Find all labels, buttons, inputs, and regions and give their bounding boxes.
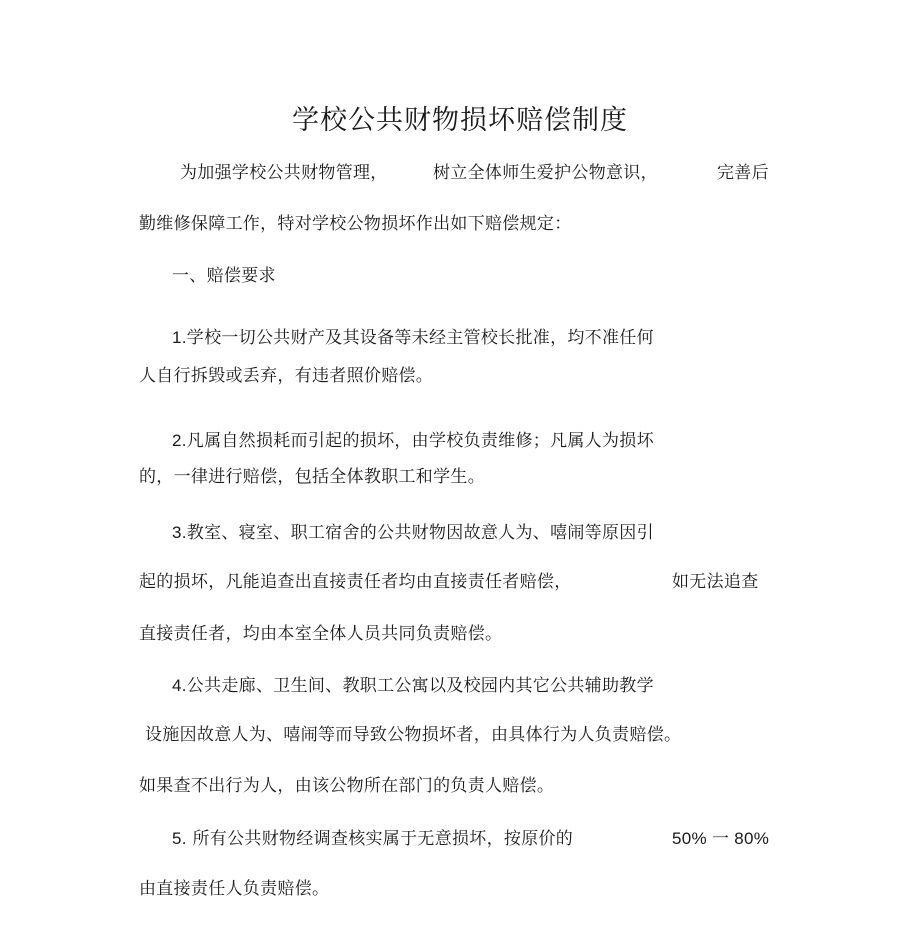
item-1-text: 学校一切公共财产及其设备等未经主管校长批准，均不准任何 [186, 328, 654, 348]
item-4-text: 公共走廊、卫生间、教职工公寓以及校园内其它公共辅助教学 [186, 676, 654, 696]
item-4-number: 4. [172, 676, 187, 695]
item-5-line1 [172, 829, 573, 849]
intro-text-line2: 勤维修保障工作，特对学校公物损坏作出如下赔偿规定： [139, 214, 572, 234]
item-5-text: 所有公共财物经调查核实属于无意损坏，按原价的 [192, 829, 574, 849]
item-4-line3: 如果查不出行为人，由该公物所在部门的负责人赔偿。 [139, 776, 555, 796]
item-1-number: 1. [172, 328, 187, 347]
item-2-number: 2. [172, 431, 187, 450]
document-title: 学校公共财物损坏赔偿制度 [292, 105, 628, 136]
item-3-line2-part2: 如无法追查 [672, 572, 759, 592]
item-3-line2-part1: 起的损坏，凡能追查出直接责任者均由直接责任者赔偿， [139, 572, 572, 592]
item-4-line2: 设施因故意人为、嘻闹等而导致公物损坏者，由具体行为人负责赔偿。 [145, 725, 682, 745]
intro-text-part3: 完善后 [717, 163, 769, 183]
item-3-line3: 直接责任者，均由本室全体人员共同负责赔偿。 [139, 624, 503, 644]
item-2-text: 凡属自然损耗而引起的损坏，由学校负责维修；凡属人为损坏 [186, 431, 654, 451]
item-3-number: 3. [172, 523, 187, 542]
intro-text-part1: 为加强学校公共财物管理， [180, 163, 388, 183]
item-1-line2: 人自行拆毁或丢弃，有违者照价赔偿。 [139, 366, 434, 386]
section-heading: 一、赔偿要求 [172, 266, 276, 286]
intro-text-part2: 树立全体师生爱护公物意识， [433, 163, 658, 183]
item-3-text: 教室、寝室、职工宿舍的公共财物因故意人为、嘻闹等原因引 [186, 523, 654, 543]
item-3-line1 [172, 523, 654, 543]
item-5-number: 5. [172, 829, 187, 848]
item-1-line1 [172, 328, 654, 348]
item-2-line1 [172, 431, 654, 451]
item-5-range: 50% 一 80% [672, 829, 770, 848]
item-5-line2: 由直接责任人负责赔偿。 [139, 879, 330, 899]
item-2-line2: 的，一律进行赔偿，包括全体教职工和学生。 [139, 467, 485, 487]
item-4-line1 [172, 676, 654, 696]
